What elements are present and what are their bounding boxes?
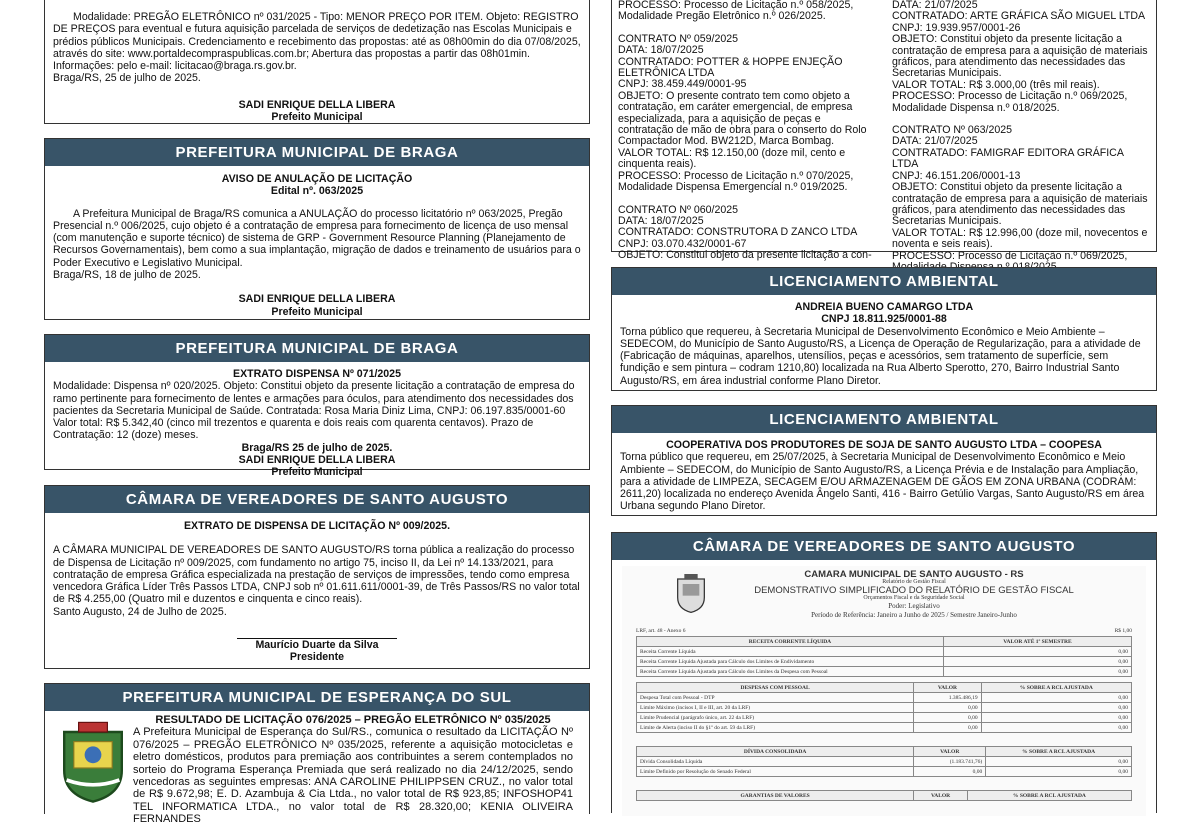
column-header: DESPESAS COM PESSOAL xyxy=(637,683,914,693)
notice-body: A Prefeitura Municipal de Braga/RS comunica a ANULAÇÃO do processo licitatório nº 063/2025, Pregão Presencial n.º 006/2025, cujo objeto é a contratação de empresa para fornecimento de licença de uso mensal (com manutenção e suporte técnico) de sistema de GRP - Government Resource Planning (Planejamento de Recursos Governamentais), bem como a sua implantação, migração de dados e treinamento de usuários para o Poder Executivo e Legislativo Municipal. xyxy=(53,207,581,269)
table-cell: 0,00 xyxy=(986,767,1132,777)
table-row xyxy=(637,703,1132,713)
table-header-row xyxy=(637,791,1132,801)
table-header-row xyxy=(637,637,1132,647)
table-cell: Limite Máximo (incisos I, II e III, art. 20 da LRF) xyxy=(637,703,914,713)
report-title: DEMONSTRATIVO SIMPLIFICADO DO RELATÓRIO DE GESTÃO FISCAL xyxy=(754,585,1074,596)
section-header: CÂMARA DE VEREADORES DE SANTO AUGUSTO xyxy=(612,533,1156,560)
table-cell: 0,00 xyxy=(914,767,986,777)
table-row xyxy=(637,693,1132,703)
report-scan xyxy=(622,566,1146,816)
report-org: CAMARA MUNICIPAL DE SANTO AUGUSTO - RS xyxy=(804,569,1024,580)
contract-line: PROCESSO: Processo de Licitação n.º 069/2025, xyxy=(892,249,1128,262)
license-body: Torna público que requereu, em 25/07/2025, à Secretaria Municipal de Desenvolvimento Econômico e Meio Ambiente – SEDECOM, do Município de Santo Augusto/RS, a Licença Prévia e de Instalação para Ampliação, para a atividade de LIMPEZA, SECAGEM E/OU ARMAZENAGEM DE GÃOS EM ZONA URBANA (CODRAM: 2611,20) localizada no endereço Avenida Ângelo Santi, 416 - Bairro Getúlio Vargas, Santo Augusto/RS em área Urbana segundo Plano Diretor. xyxy=(620,451,1145,513)
section-header: LICENCIAMENTO AMBIENTAL xyxy=(612,406,1156,433)
notice-body: Modalidade: PREGÃO ELETRÔNICO nº 031/2025 - Tipo: MENOR PREÇO POR ITEM. Objeto: REGISTRO DE PREÇOS para eventual e futura aquisição parcelada de serviços de dedetização nas Escolas Municipais e prédios públicos Municipais. Credenciamento e recebimento das propostas: até as 08h00min do dia 07/08/2025, através do site: www.portaldecompraspublicas.com.br; Abertura das propostas a partir das 08h01min. Informações: pelo e-mail: licitacao@braga.rs.gov.br. xyxy=(53,11,581,73)
table-cell: 0,00 xyxy=(943,647,1131,657)
contract-line: VALOR TOTAL: R$ 3.000,00 (três mil reais). xyxy=(892,78,1100,91)
debt-table xyxy=(636,746,1132,777)
notice-title: EXTRATO DISPENSA Nº 071/2025 xyxy=(233,368,401,380)
contract-line: CONTRATADO: CONSTRUTORA D ZANCO LTDA xyxy=(618,226,858,239)
table-cell: 0,00 xyxy=(981,713,1131,723)
section-header: PREFEITURA MUNICIPAL DE BRAGA xyxy=(45,139,589,166)
table-cell: Limite Definido por Resolução do Senado Federal xyxy=(637,767,914,777)
licenciamento-andreia xyxy=(611,267,1157,391)
signer-name: Maurício Duarte da Silva xyxy=(255,639,379,652)
notice-body: A Prefeitura Municipal de Esperança do Sul/RS., comunica o resultado da LICITAÇÃO Nº 076/2025 – PREGÃO ELETRÔNICO Nº 035/2025, referente a aquisição motocicletas e eletro domésticos, produtos para premiação aos contribuintes a serem contemplados no sorteio do Programa Esperança Premiada que será realizado no dia 24/12/2025, sendo vencedoras as seguintes empresas: ANA CAROLINE PHILIPPSEN CRUZ., no valor total de R$ 9.672,98; E. D. Azambuja & Cia Ltda., no valor total de R$ 923,85; INFOSHOP41 TEL INFORMATICA LTDA., no valor total de R$ 28.320,00; KENIA OLIVEIRA FERNANDES xyxy=(133,726,573,826)
section-header: PREFEITURA MUNICIPAL DE BRAGA xyxy=(45,335,589,362)
table-cell: 0,00 xyxy=(943,657,1131,667)
notice-title: AVISO DE ANULAÇÃO DE LICITAÇÃO xyxy=(221,173,413,185)
column-header: VALOR xyxy=(914,747,986,757)
contract-line: PROCESSO: Processo de Licitação n.º 058/2025, Modalidade Pregão Eletrônico n.º 026/2025. xyxy=(618,0,854,23)
column-header: GARANTIAS DE VALORES xyxy=(637,791,914,801)
contract-line: CONTRATADO: POTTER & HOPPE ENJEÇÃO ELETRÔNICA LTDA xyxy=(618,55,843,80)
report-period: Período de Referência: Janeiro a Junho de 2025 / Semestre Janeiro-Junho xyxy=(811,611,1017,619)
contracts-column-b xyxy=(892,0,1150,273)
notice-date: Braga/RS 25 de julho de 2025. xyxy=(241,441,393,454)
table-header-row xyxy=(637,683,1132,693)
table-row xyxy=(637,723,1132,733)
licensee-name: COOPERATIVA DOS PRODUTORES DE SOJA DE SANTO AUGUSTO LTDA – COOPESA xyxy=(666,439,1102,451)
contracts-block xyxy=(611,0,1157,262)
column-header: VALOR xyxy=(914,791,968,801)
table-cell: 0,00 xyxy=(981,703,1131,713)
contract-line: PROCESSO: Processo de Licitação n.º 069/2025, Modalidade Dispensa n.º 018/2025. xyxy=(892,90,1128,114)
personnel-table xyxy=(636,682,1132,733)
contract-line: CNPJ: 46.151.206/0001-13 xyxy=(892,169,1021,182)
table-cell: 0,00 xyxy=(914,703,981,713)
table-header-row xyxy=(637,747,1132,757)
guarantees-table xyxy=(636,790,1132,801)
table-cell: Dívida Consolidada Líquida xyxy=(637,757,914,767)
contract-line: DATA: 21/07/2025 xyxy=(892,0,978,11)
column-header: % SOBRE A RCL AJUSTADA xyxy=(986,747,1132,757)
report-unit: R$ 1,00 xyxy=(1114,628,1132,634)
contract-line: OBJETO: Constitui objeto da presente licitação a contratação de empresa para a aquisição de materiais gráficos, para atendimento das necessidades das Secretarias Municipais. xyxy=(892,181,1148,228)
report-lrf: LRF, art. 48 - Anexo 6 xyxy=(636,628,686,634)
contract-line: CNPJ: 38.459.449/0001-95 xyxy=(618,78,747,91)
section-header: LICENCIAMENTO AMBIENTAL xyxy=(612,268,1156,295)
contract-line: CNPJ: 03.070.432/0001-67 xyxy=(618,237,747,250)
column-header: VALOR ATÉ 1º SEMESTRE xyxy=(943,637,1131,647)
table-row xyxy=(637,767,1132,777)
table-row xyxy=(637,657,1132,667)
table-cell: Receita Corrente Líquida Ajustada para Cálculo dos Limites de Endividamento xyxy=(637,657,944,667)
signer-name: SADI ENRIQUE DELLA LIBERA xyxy=(238,454,396,467)
contract-line: DATA: 21/07/2025 xyxy=(892,135,978,148)
section-header: PREFEITURA MUNICIPAL DE ESPERANÇA DO SUL xyxy=(45,684,589,711)
licensee-cnpj: CNPJ 18.811.925/0001-88 xyxy=(821,313,947,326)
contracts-column-a xyxy=(618,0,873,262)
table-cell: 0,00 xyxy=(981,693,1131,703)
notice-body: Modalidade: Dispensa nº 020/2025. Objeto: Constitui objeto da presente licitação a contratação de empresa do ramo pertinente para fornecimento de lentes e armações para óculos, para atendimento dos necessidades dos pacientes da Secretaria Municipal de Saúde. Contratada: Rosa Maria Diniz Lima, CNPJ: 06.197.835/0001-60 Valor total: R$ 5.342,40 (cinco mil trezentos e quarenta e dois reais com quarenta centavos). Prazo de Contratação: 12 (doze) meses. xyxy=(53,380,575,442)
table-cell: Limite Prudencial (parágrafo único, art. 22 da LRF) xyxy=(637,713,914,723)
section-header: CÂMARA DE VEREADORES DE SANTO AUGUSTO xyxy=(45,486,589,513)
notice-body: A CÂMARA MUNICIPAL DE VEREADORES DE SANTO AUGUSTO/RS torna pública a realização do processo de Dispensa de Licitação nº 009/2025, com fundamento no artigo 75, inciso II, da Lei nº 14.133/2021, para contratação de empresa Gráfica especializada na prestação de serviços de impressões, tendo como empresa vencedora Gráfica Líder Três Passos LTDA, CNPJ sob nº 01.611.611/0001-39, de Três Passos/RS no valor total de R$ 4.255,00 (Quatro mil e duzentos e cinquenta e cinco reais). xyxy=(53,544,580,606)
table-cell: Receita Corrente Líquida xyxy=(637,647,944,657)
contract-line: PROCESSO: Processo de Licitação n.º 070/2025, Modalidade Dispensa Emergencial n.º 019/2025. xyxy=(618,169,854,194)
notice-subtitle: Edital nº. 063/2025 xyxy=(270,185,364,198)
contract-line: OBJETO: Constitui objeto da presente licitação a con- xyxy=(618,249,872,262)
contract-line: OBJETO: Constitui objeto da presente licitação a contratação de empresa para a aquisição de materiais gráficos, para atendimento das necessidades das Secretarias Municipais. xyxy=(892,33,1148,80)
column-header: DÍVIDA CONSOLIDADA xyxy=(637,747,914,757)
notice-title: EXTRATO DE DISPENSA DE LICITAÇÃO Nº 009/2025. xyxy=(183,520,451,532)
notice-date: Braga/RS, 25 de julho de 2025. xyxy=(53,72,201,85)
rcl-table xyxy=(636,636,1132,677)
signer-name: SADI ENRIQUE DELLA LIBERA xyxy=(238,293,396,306)
notice-anulacao xyxy=(44,138,590,320)
notice-dispensa-071 xyxy=(44,334,590,479)
report-meta xyxy=(636,628,1132,634)
contract-line: CONTRATO Nº 060/2025 xyxy=(618,203,739,216)
column-header: % SOBRE A RCL AJUSTADA xyxy=(981,683,1131,693)
table-cell: 0,00 xyxy=(981,723,1131,733)
notice-camara-dispensa-009 xyxy=(44,485,590,669)
municipal-crest-icon xyxy=(674,574,708,614)
report-line3: Poder: Legislativo xyxy=(888,602,940,610)
contract-line: DATA: 18/07/2025 xyxy=(618,44,704,57)
contract-line: VALOR TOTAL: R$ 12.996,00 (doze mil, novecentos e noventa e seis reais). xyxy=(892,226,1148,251)
contract-line: CONTRATO Nº 059/2025 xyxy=(618,32,739,45)
contract-line: CNPJ: 19.939.957/0001-26 xyxy=(892,21,1021,34)
table-row xyxy=(637,667,1132,677)
municipal-crest-icon xyxy=(57,717,129,807)
contract-line: CONTRATADO: ARTE GRÁFICA SÃO MIGUEL LTDA xyxy=(892,10,1146,23)
table-cell: Despesa Total com Pessoal - DTP xyxy=(637,693,914,703)
table-cell: 0,00 xyxy=(943,667,1131,677)
signer-role: Presidente xyxy=(289,651,345,664)
contract-line: DATA: 18/07/2025 xyxy=(618,214,704,227)
notice-date: Santo Augusto, 24 de Julho de 2025. xyxy=(53,605,227,618)
fiscal-report xyxy=(611,532,1157,813)
notice-esperanca-do-sul xyxy=(44,683,590,826)
signer-name: SADI ENRIQUE DELLA LIBERA xyxy=(238,98,396,111)
contract-line: OBJETO: O presente contrato tem como objeto a contratação, em caráter emergencial, de empresa especializada, para a aquisição de peças e contratação de mão de obra para o conserto do Rolo Compactador Mod. BW212D, Marca Bombag. xyxy=(618,89,867,148)
column-header: VALOR xyxy=(914,683,981,693)
table-cell: 1.385.486,19 xyxy=(914,693,981,703)
notice-date: Braga/RS, 18 de julho de 2025. xyxy=(53,269,201,282)
table-row xyxy=(637,647,1132,657)
table-cell: 0,00 xyxy=(914,723,981,733)
table-row xyxy=(637,757,1132,767)
contract-line: CONTRATO Nº 063/2025 xyxy=(892,124,1013,137)
report-line2: Orçamentos Fiscal e da Seguridade Social xyxy=(863,595,965,601)
column-header: RECEITA CORRENTE LÍQUIDA xyxy=(637,637,944,647)
notice-pregao-031 xyxy=(44,0,590,124)
report-line1: Relatório de Gestão Fiscal xyxy=(882,579,946,585)
table-cell: Limite de Alerta (inciso II do §1º do art. 59 da LRF) xyxy=(637,723,914,733)
licensee-name: ANDREIA BUENO CAMARGO LTDA xyxy=(794,301,974,313)
column-header: % SOBRE A RCL AJUSTADA xyxy=(967,791,1131,801)
contract-line: CONTRATADO: FAMIGRAF EDITORA GRÁFICA LTDA xyxy=(892,146,1124,171)
signer-role: Prefeito Municipal xyxy=(271,305,363,318)
licenciamento-coopesa xyxy=(611,405,1157,516)
table-row xyxy=(637,713,1132,723)
signer-role: Prefeito Municipal xyxy=(271,111,363,124)
table-cell: 0,00 xyxy=(914,713,981,723)
table-cell: (1.183.741,76) xyxy=(914,757,986,767)
license-body: Torna público que requereu, à Secretaria Municipal de Desenvolvimento Econômico e Meio Ambiente – SEDECOM, do Município de Santo Augusto/RS, a Licença de Operação de Regularização, para a atividade de (Fabricação de máquinas, aparelhos, utensílios, peças e acessórios, sem tratamento de superfície, sem fundição e sem pintura – codram 1210,80) localizada na Rua Alberto Sperotto, 270, Bairro Industrial Santo Augusto/RS, em área industrial conforme Plano Diretor. xyxy=(620,325,1141,387)
signer-role: Prefeito Municipal xyxy=(271,466,363,479)
table-cell: Receita Corrente Líquida Ajustada para Cálculo dos Limites da Despesa com Pessoal xyxy=(637,667,944,677)
contract-line: VALOR TOTAL: R$ 12.150,00 (doze mil, cento e cinquenta reais). xyxy=(618,146,846,171)
notice-title: RESULTADO DE LICITAÇÃO 076/2025 – PREGÃO ELETRÔNICO Nº 035/2025 xyxy=(155,714,551,726)
table-cell: 0,00 xyxy=(986,757,1132,767)
paragraph-gap xyxy=(618,194,873,205)
